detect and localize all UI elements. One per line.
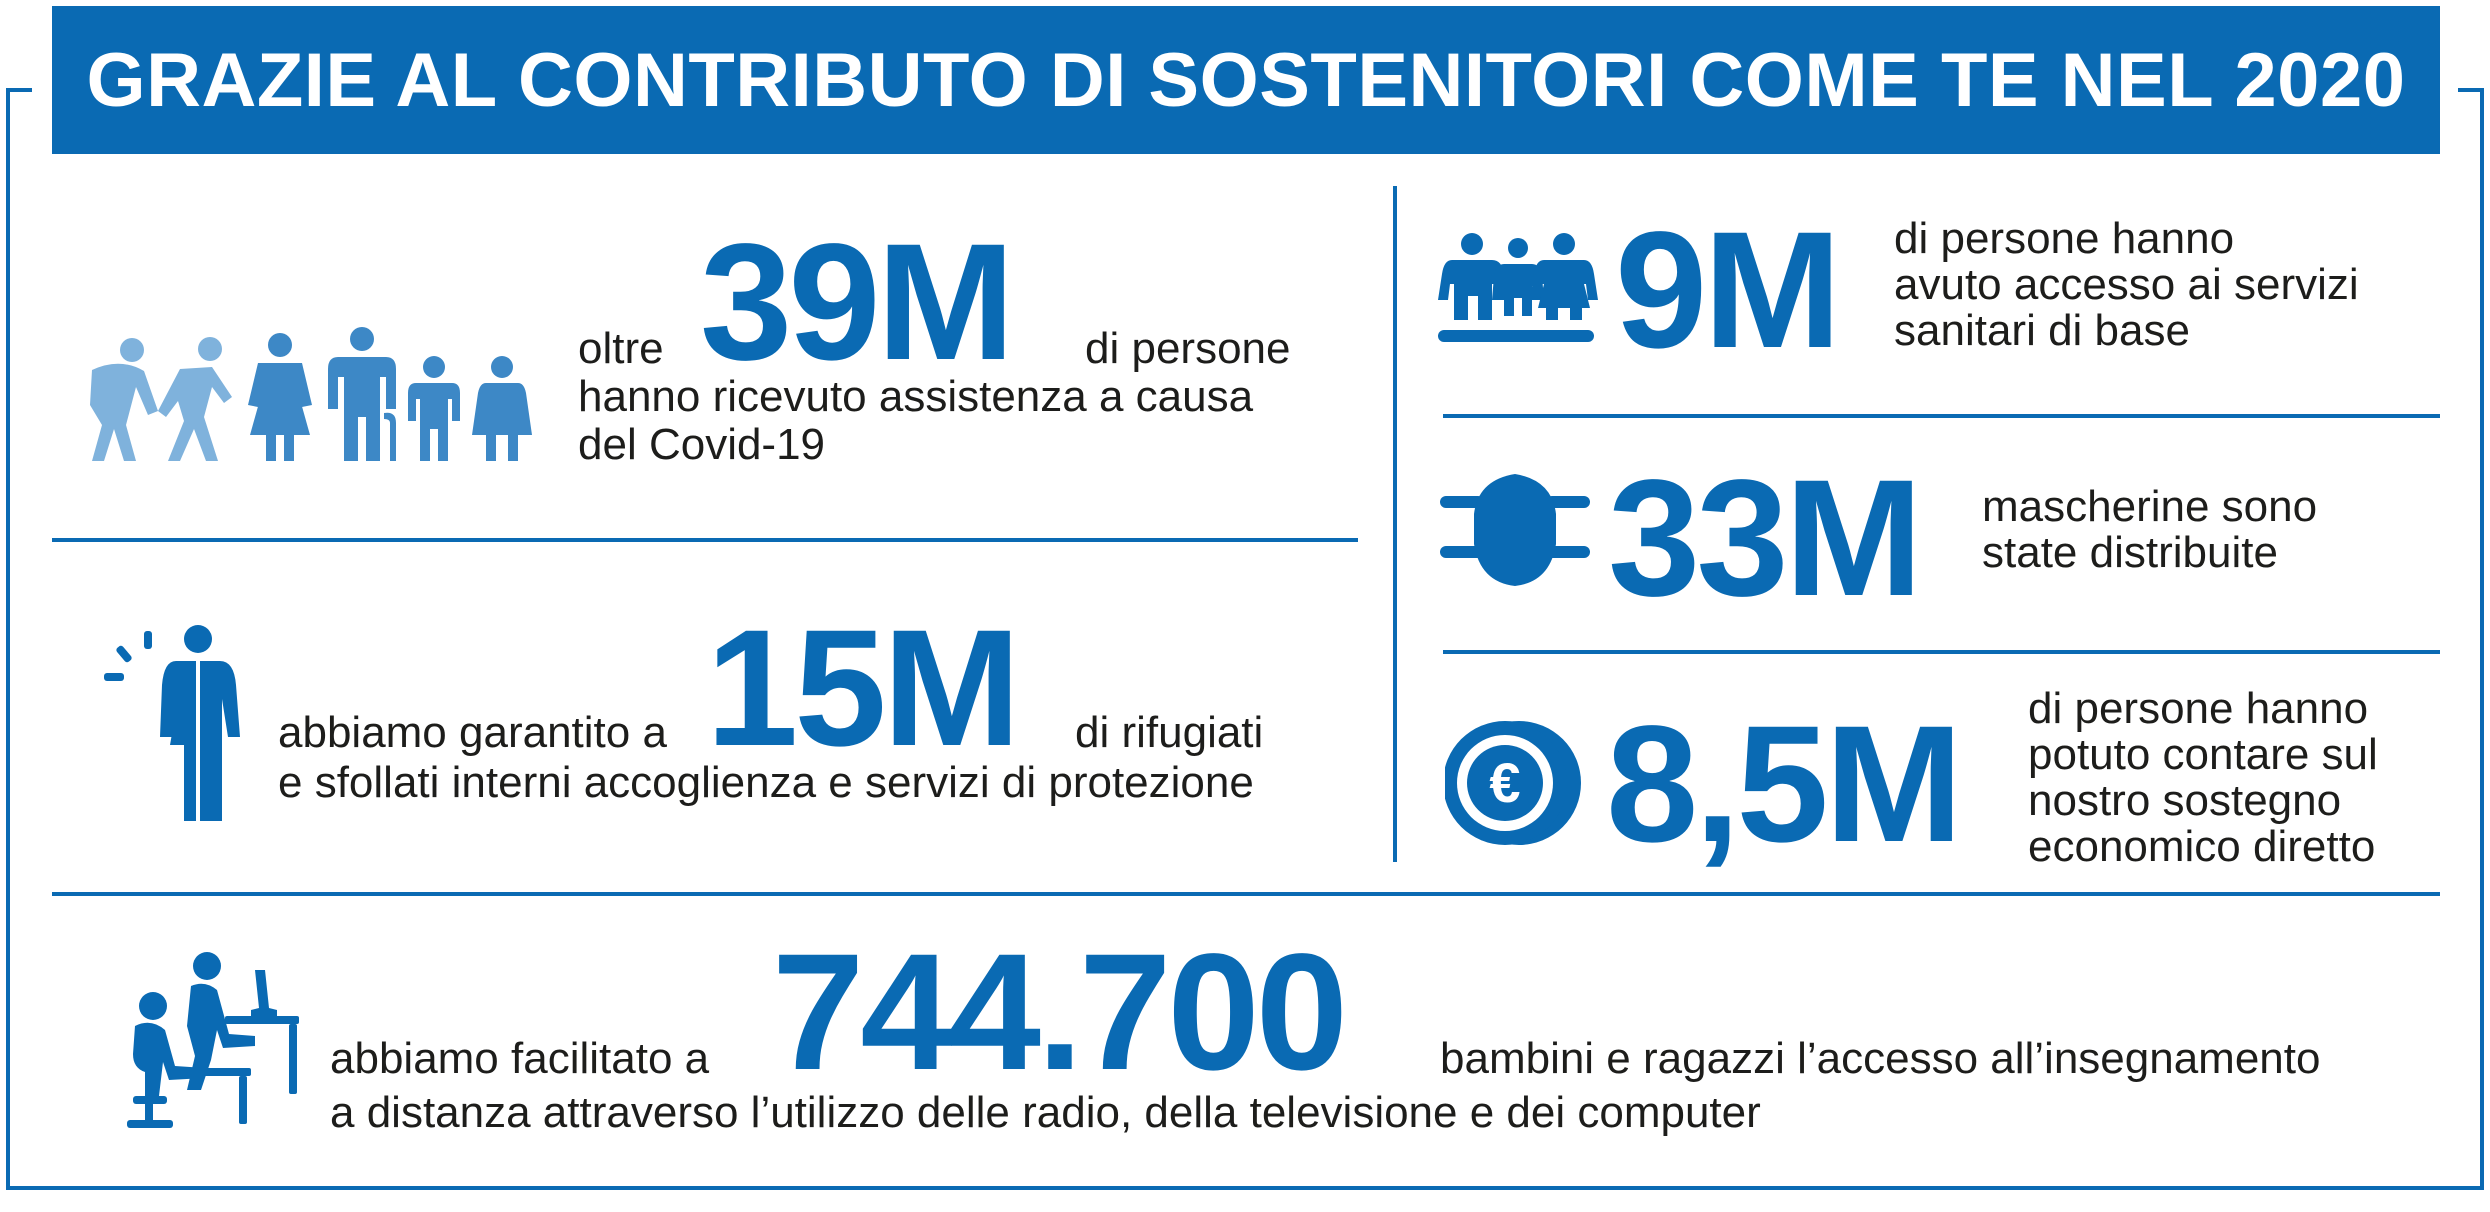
stat-refugees-line1: di rifugiati bbox=[1075, 708, 1264, 757]
header-banner bbox=[52, 6, 2440, 154]
stat-refugees-prefix: abbiamo garantito a bbox=[278, 708, 667, 757]
stat-covid-line1: di persone bbox=[1085, 324, 1291, 373]
stat-covid-line3: del Covid-19 bbox=[578, 420, 826, 469]
stat-refugees-line2: e sfollati interni accoglienza e servizi di protezione bbox=[278, 758, 1254, 807]
euro-coin-icon bbox=[1445, 718, 1585, 848]
stat-health-line2: avuto accesso ai servizi bbox=[1894, 260, 2359, 309]
stat-economic-line3: nostro sostegno bbox=[2028, 776, 2342, 825]
stat-health-line3: sanitari di base bbox=[1894, 306, 2190, 355]
health-group-icon bbox=[1438, 230, 1598, 345]
svg-text:€: € bbox=[1489, 751, 1521, 814]
face-mask-icon bbox=[1440, 470, 1590, 590]
stat-masks-line1: mascherine sono bbox=[1982, 482, 2318, 531]
stat-covid-prefix: oltre bbox=[578, 324, 664, 373]
stat-covid-value: 39M bbox=[700, 210, 1011, 395]
stat-health-value: 9M bbox=[1615, 198, 1838, 383]
stat-economic-line1: di persone hanno bbox=[2028, 684, 2369, 733]
stat-education-value: 744.700 bbox=[772, 920, 1345, 1105]
stat-masks-line2: state distribuite bbox=[1982, 528, 2278, 577]
stat-refugees-value: 15M bbox=[706, 596, 1017, 781]
stat-economic-line4: economico diretto bbox=[2028, 822, 2376, 871]
protected-people-icon bbox=[100, 625, 260, 825]
stat-economic-line2: potuto contare sul bbox=[2028, 730, 2378, 779]
remote-learning-icon bbox=[105, 950, 305, 1130]
stat-education-line1: bambini e ragazzi l’accesso all’insegnamento bbox=[1440, 1034, 2321, 1083]
stat-economic-value: 8,5M bbox=[1606, 692, 1960, 877]
page-title: GRAZIE AL CONTRIBUTO DI SOSTENITORI COME TE NEL 2020 bbox=[86, 37, 2406, 123]
stat-education-line2: a distanza attraverso l’utilizzo delle radio, della televisione e dei computer bbox=[330, 1088, 1761, 1137]
stat-health-line1: di persone hanno bbox=[1894, 214, 2235, 263]
family-group-icon bbox=[62, 325, 532, 465]
stat-covid-line2: hanno ricevuto assistenza a causa bbox=[578, 372, 1254, 421]
stat-education-prefix: abbiamo facilitato a bbox=[330, 1034, 710, 1083]
stat-masks-value: 33M bbox=[1608, 446, 1919, 631]
